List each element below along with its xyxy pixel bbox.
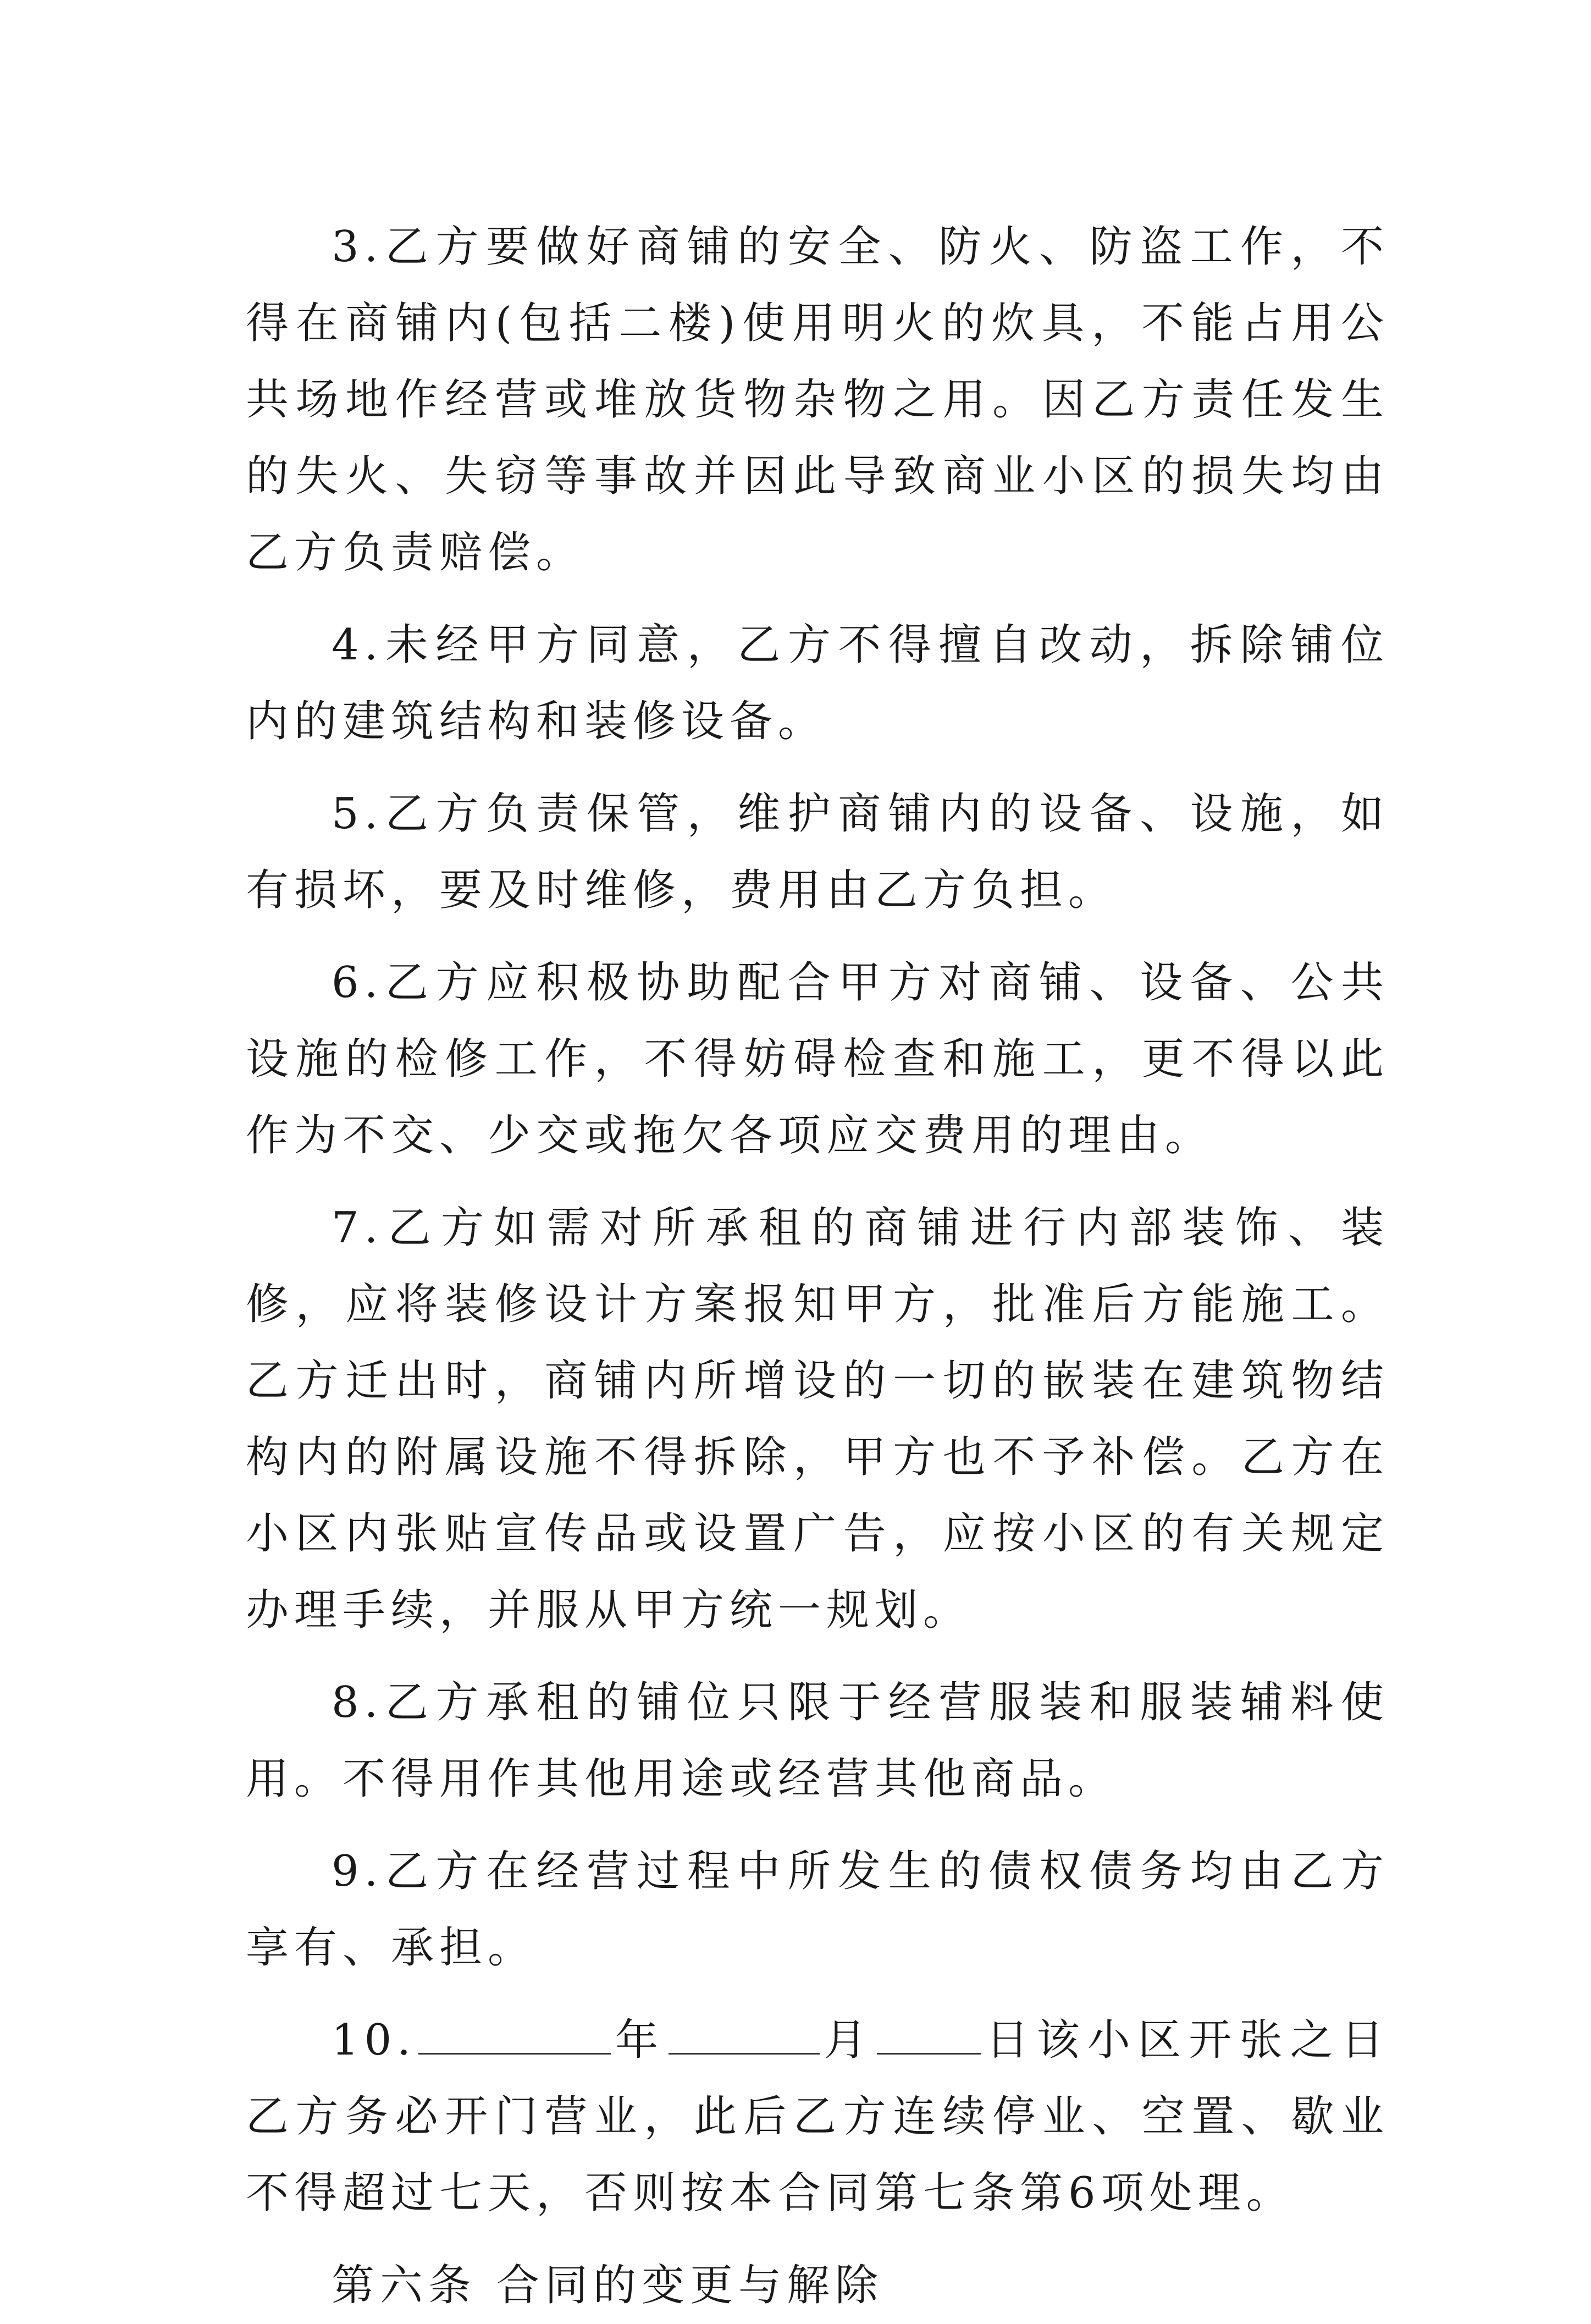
section-article: 第六条 — [332, 2261, 477, 2310]
clause-8: 8.乙方承租的铺位只限于经营服装和服装辅料使用。不得用作其他用途或经营其他商品。 — [246, 1678, 1389, 1804]
month-blank — [669, 2017, 820, 2055]
section-heading — [246, 2248, 1389, 2324]
section-title: 合同的变更与解除 — [496, 2261, 884, 2310]
clause-10-number: 10. — [332, 2015, 417, 2065]
clause-10-text: 日该小区开张之日乙方务必开门营业，此后乙方连续停业、空置、歇业不得超过七天，否则按本合同第七条第6项处理。 — [246, 2015, 1389, 2218]
month-label: 月 — [821, 2015, 875, 2065]
document-body — [246, 209, 1389, 2324]
day-blank — [877, 2017, 981, 2055]
year-blank — [418, 2017, 611, 2055]
clause-3: 3.乙方要做好商铺的安全、防火、防盗工作，不得在商铺内(包括二楼)使用明火的炊具，不能占用公共场地作经营或堆放货物杂物之用。因乙方责任发生的失火、失窃等事故并因此导致商业小区的损失均由乙方负责赔偿。 — [246, 222, 1389, 577]
clause-6: 6.乙方应积极协助配合甲方对商铺、设备、公共设施的检修工作，不得妨碍检查和施工，更不得以此作为不交、少交或拖欠各项应交费用的理由。 — [246, 958, 1389, 1160]
clause-10 — [246, 2002, 1389, 2232]
clause-9: 9.乙方在经营过程中所发生的债权债务均由乙方享有、承担。 — [246, 1847, 1389, 1973]
clause-7: 7.乙方如需对所承租的商铺进行内部装饰、装修，应将装修设计方案报知甲方，批准后方能施工。乙方迁出时，商铺内所增设的一切的嵌装在建筑物结构内的附属设施不得拆除，甲方也不予补偿。乙方在小区内张贴宣传品或设置广告，应按小区的有关规定办理手续，并服从甲方统一规划。 — [246, 1203, 1389, 1635]
clause-4: 4.未经甲方同意，乙方不得擅自改动，拆除铺位内的建筑结构和装修设备。 — [246, 620, 1389, 746]
year-label: 年 — [613, 2015, 666, 2065]
clause-5: 5.乙方负责保管，维护商铺内的设备、设施，如有损坏，要及时维修，费用由乙方负担。 — [246, 789, 1389, 915]
